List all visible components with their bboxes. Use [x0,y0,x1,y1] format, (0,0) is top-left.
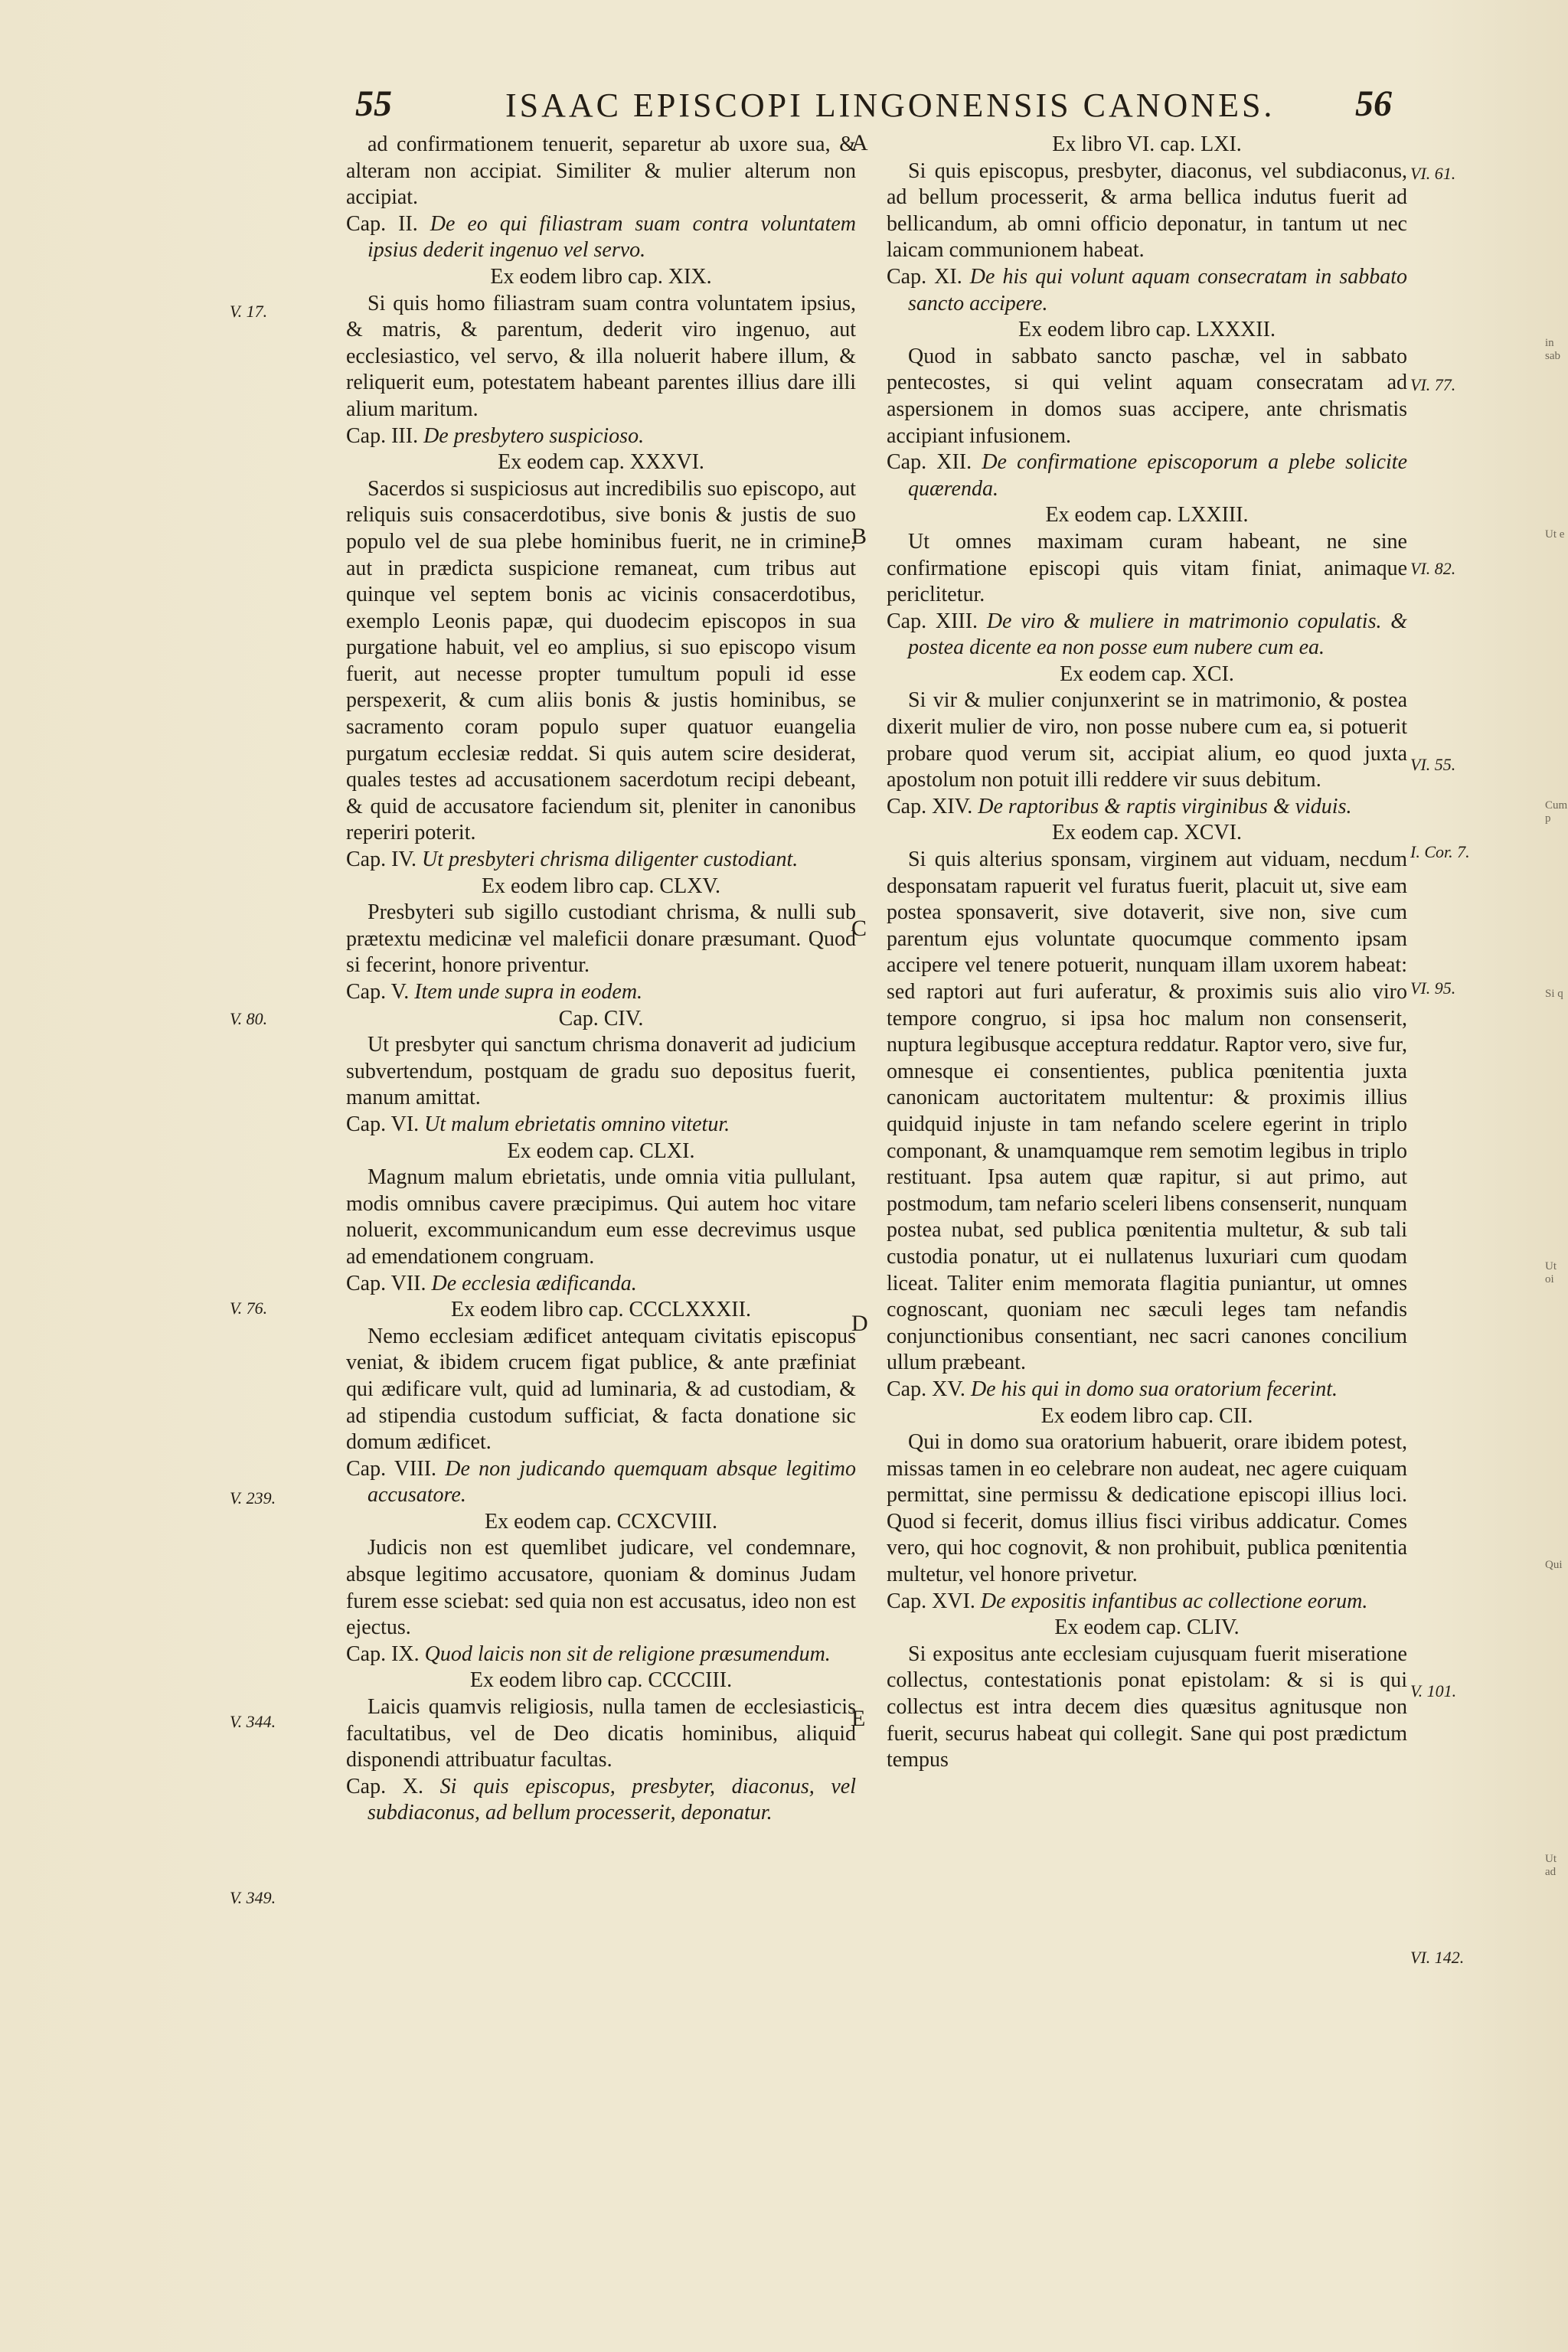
chapter-number: Cap. IX. [346,1642,420,1666]
chapter-title: De confirmatione episcoporum a plebe solicite quærenda. [908,450,1408,501]
chapter-title: De his qui volunt aquam consecratam in sabbato sancto accipere. [908,264,1408,315]
chapter-heading [346,979,856,1006]
canon-text: Si quis homo filiastram suam contra voluntatem ipsius, & matris, & parentum, dederit viro ingenuo, aut ecclesiastico, vel servo, & illa noluerit habere illum, & reliquerit eum, potestatem habeant parentes illius dare illi alium maritum. [346,291,856,421]
canon-text: Presbyteri sub sigillo custodiant chrisma, & nulli sub prætextu medicinæ vel maleficii donare præsumant. Quod si fecerint, honore priventur. [346,900,856,978]
chapter-number: Cap. VIII. [346,1456,437,1481]
chapter-heading [887,1377,1407,1403]
edge-fragment: Qui [1545,1559,1563,1571]
chapter-title: De his qui in domo sua oratorium fecerint. [970,1377,1338,1401]
source-reference: Ex eodem cap. XCVI. [1051,821,1243,845]
chapter-heading [346,211,856,264]
canon-text: Si vir & mulier conjunxerint se in matrimonio, & postea dixerit mulier de viro, non posse nubere cum ea, si potuerit probare quod verum sit, accipiat alium, eo quod juxta apostolum non potuit illi reddere vir suus debitum. [887,688,1407,792]
chapter-heading [887,449,1407,502]
margin-ref: VI. 77. [1410,375,1456,394]
edge-fragment: Cum p [1545,799,1568,825]
canon-text: Nemo ecclesiam ædificet antequam civitatis episcopus veniat, & ibidem crucem figat publice, & ante præfiniat qui ædificare vult, quid ad luminaria, & ad custodiam, & ad stipendia custodum sufficiat, & facta donatione sic domum ædificet. [346,1324,856,1455]
source-reference: Ex eodem libro cap. CLXV. [481,874,721,898]
canon-text: Judicis non est quemlibet judicare, vel condemnare, absque legitimo accusatore, quoniam & dominus Judam furem esse sciebat: sed quia non est accusatus, ideo non est ejectus. [346,1536,856,1640]
canon-text: Magnum malum ebrietatis, unde omnia vitia pullulant, modis omnibus cavere præcipimus. Qui autem hoc vitare noluerit, excommunicandum eum esse decrevimus usque ad emendationem congruam. [346,1165,856,1269]
canon-text: Si quis alterius sponsam, virginem aut viduam, necdum desponsatam rapuerit vel furatus fuerit, placuit ut, sive eam postea sponsaverit, sive dotaverit, sive non, sive cum parentum ejus voluntate quocumque commento ipsam accipere vel tenere potuerit, nunquam illam uxorem habeat: sed raptori aut furi auferatur, & proximis suis alio viro tempore congruo, si ipsa hoc malum non consenserit, nuptura legibusque acceptura reddatur. Raptor vero, sive fur, omnesque ei consentientes, publica pœnitentia juxta canonicam auctoritatem multentur: & proximis illius quidquid injuste in tam nefando scelere egerint in triplo componant, & unamquamque rem semotim legibus in triplo restituant. Ipsa autem quæ rapitur, si aut primo, aut postmodum, tam nefario sceleri libens consenserit, nunquam postea nubat, sed publica pœnitentia multetur, & sub tali custodia ponatur, ut ei nullatenus luxuriari cum quodam liceat. Taliter enim memorata flagitia puniantur, ut omnes cognoscant, quoniam nec sæculi leges tam nefandis conjunctionibus consentiant, nec sacri canones concilium ullum præbeant. [887,848,1407,1375]
canon-text: Quod in sabbato sancto paschæ, vel in sabbato pentecostes, si qui velint aquam consecratam ad aspersionem in domos suas accipere, ante chrismatis accipiant infusionem. [887,344,1407,448]
chapter-title: De non judicando quemquam absque legitimo accusatore. [368,1456,857,1508]
left-column [346,132,856,1827]
chapter-number: Cap. XI. [887,264,962,289]
chapter-heading [887,609,1407,662]
chapter-title: De eo qui filiastram suam contra voluntatem ipsius dederit ingenuo vel servo. [368,211,856,263]
source-reference: Ex eodem cap. LXXIII. [1045,503,1249,528]
source-reference: Ex eodem libro cap. LXXXII. [1018,318,1276,342]
edge-fragment: in sab [1545,337,1560,362]
canon-text: Qui in domo sua oratorium habuerit, orare ibidem potest, missas tamen in eo celebrare non audeat, nec agere cuiquam permittat, sine permissu & dedicatione episcopi illius loci. Quod si fecerit, domus illius fisci viribus addicatur. Comes vero, qui hoc cognovit, & non prohibuit, publica pœnitentia multetur, vel honore privetur. [887,1430,1407,1587]
canon-text: Sacerdos si suspiciosus aut incredibilis suo episcopo, aut reliquis suis consacerdotibus, sive bonis & justis de suo populo vel de sua plebe hominibus fuerit, ne in crimine, aut in prædicta suspicione remaneat, cum tribus aut quinque vel septem bonis ac vicinis consacerdotibus, exemplo Leonis papæ, qui duodecim episcopos in sua purgatione habuit, vel eo amplius, si suo episcopo visum fuerit, aut necesse propter tumultum populi id esse perspexerit, & cum aliis bonis & justis hominibus, se sacramento coram populo super quatuor euangelia purgatum ecclesiæ reddat. Si quis autem scire desiderat, quales testes ad accusationem sacerdotum recipi debeant, & quid de accusatore faciendum sit, pleniter in canonibus reperiri poterit. [346,476,856,845]
chapter-title: Quod laicis non sit de religione præsumendum. [424,1642,831,1666]
page-header [0,83,1568,129]
margin-ref: V. 239. [230,1488,276,1508]
chapter-number: Cap. V. [346,980,410,1004]
chapter-heading [887,264,1407,317]
margin-ref: V. 76. [230,1298,268,1318]
chapter-heading [346,423,856,450]
canon-text: Laicis quamvis religiosis, nulla tamen de ecclesiasticis facultatibus, vel de Deo dicatis hominibus, aliquid disponendi attribuatur facultas. [346,1695,856,1772]
chapter-title: De presbytero suspicioso. [423,423,645,448]
margin-ref: V. 80. [230,1009,268,1028]
canon-text: ad confirmationem tenuerit, separetur ab uxore sua, & alteram non accipiat. Similiter & mulier alterum non accipiat. [346,132,856,210]
chapter-number: Cap. XVI. [887,1589,975,1613]
canon-text: Si quis episcopus, presbyter, diaconus, vel subdiaconus, ad bellum processerit, & arma bellica indutus fuerit ad bellicandum, ab omni officio deponatur, in tantum ut nec laicam communionem habeat. [887,158,1407,263]
source-reference: Ex eodem cap. XCI. [1060,662,1234,686]
page-number-right: 56 [1355,83,1392,124]
chapter-title: De expositis infantibus ac collectione eorum. [980,1589,1368,1613]
source-reference: Ex eodem cap. XXXVI. [498,450,704,475]
chapter-number: Cap. II. [346,211,418,236]
chapter-title: De raptoribus & raptis virginibus & viduis. [978,794,1352,818]
chapter-title: De viro & muliere in matrimonio copulatis. & postea dicente ea non posse eum nubere cum ea. [908,609,1408,660]
chapter-heading [346,1642,856,1668]
chapter-number: Cap. XV. [887,1377,965,1401]
canon-text: Ut omnes maximam curam habeant, ne sine confirmatione episcopi quis vitam finiat, animaque periclitetur. [887,529,1407,607]
edge-fragment: Si q [1545,988,1563,1000]
canon-text: Si expositus ante ecclesiam cujusquam fuerit miseratione collectus, contestationis ponat epistolam: & si is qui collectus est intra decem dies quæsitus agnitusque non fuerit, securus habeat qui collegit. Sane qui post prædictum tempus [887,1642,1407,1772]
page-number-left: 55 [355,83,392,124]
chapter-heading [346,1112,856,1138]
margin-ref: VI. 61. [1410,164,1456,183]
chapter-heading [887,794,1407,821]
chapter-heading [346,1774,856,1827]
edge-fragment: Ut e [1545,528,1565,541]
margin-ref: VI. 95. [1410,978,1456,998]
section-letter: A [851,130,868,155]
chapter-title: Item unde supra in eodem. [414,980,643,1004]
chapter-number: Cap. X. [346,1774,423,1798]
chapter-number: Cap. III. [346,423,419,448]
source-reference: Cap. CIV. [558,1006,644,1031]
source-reference: Ex eodem libro cap. CCCCIII. [469,1668,733,1693]
source-reference: Ex eodem libro cap. XIX. [490,264,712,289]
margin-ref: V. 349. [230,1888,276,1907]
chapter-number: Cap. XII. [887,450,972,475]
edge-fragment: Ut ad [1545,1853,1557,1878]
chapter-number: Cap. VI. [346,1112,420,1136]
chapter-number: Cap. IV. [346,848,417,872]
running-title: ISAAC EPISCOPI LINGONENSIS CANONES. [505,87,1276,124]
section-letter: C [851,916,867,941]
chapter-number: Cap. VII. [346,1271,426,1295]
chapter-heading [346,847,856,874]
chapter-title: Ut malum ebrietatis omnino vitetur. [424,1112,730,1136]
chapter-title: Ut presbyteri chrisma diligenter custodiant. [422,848,799,872]
chapter-title: De ecclesia ædificanda. [431,1271,637,1295]
margin-ref: V. 101. [1410,1681,1457,1700]
source-reference: Ex eodem libro cap. CII. [1040,1403,1253,1428]
edge-fragment: Ut oi [1545,1260,1557,1285]
section-letter: D [851,1311,868,1336]
section-letter: E [851,1706,866,1731]
chapter-title: Si quis episcopus, presbyter, diaconus, vel subdiaconus, ad bellum processerit, deponatur. [368,1774,857,1825]
margin-ref: I. Cor. 7. [1410,842,1470,861]
margin-ref: VI. 142. [1410,1948,1465,1967]
margin-ref: VI. 55. [1410,755,1456,774]
source-reference: Ex eodem cap. CCXCVIII. [484,1509,718,1534]
source-reference: Ex eodem cap. CLIV. [1054,1615,1240,1640]
margin-ref: V. 344. [230,1712,276,1731]
chapter-heading [346,1456,856,1509]
source-reference: Ex eodem libro cap. CCCLXXXII. [451,1298,751,1322]
section-letter: B [851,524,867,549]
source-reference: Ex libro VI. cap. LXI. [1052,132,1242,156]
canon-text: Ut presbyter qui sanctum chrisma donaverit ad judicium subvertendum, postquam de gradu suo depositus fuerit, manum amittat. [346,1033,856,1110]
chapter-heading [887,1589,1407,1615]
chapter-heading [346,1271,856,1298]
chapter-number: Cap. XIV. [887,794,973,818]
margin-ref: V. 17. [230,302,268,321]
margin-ref: VI. 82. [1410,559,1456,578]
source-reference: Ex eodem cap. CLXI. [507,1138,695,1163]
chapter-number: Cap. XIII. [887,609,978,633]
right-column [887,132,1407,1774]
